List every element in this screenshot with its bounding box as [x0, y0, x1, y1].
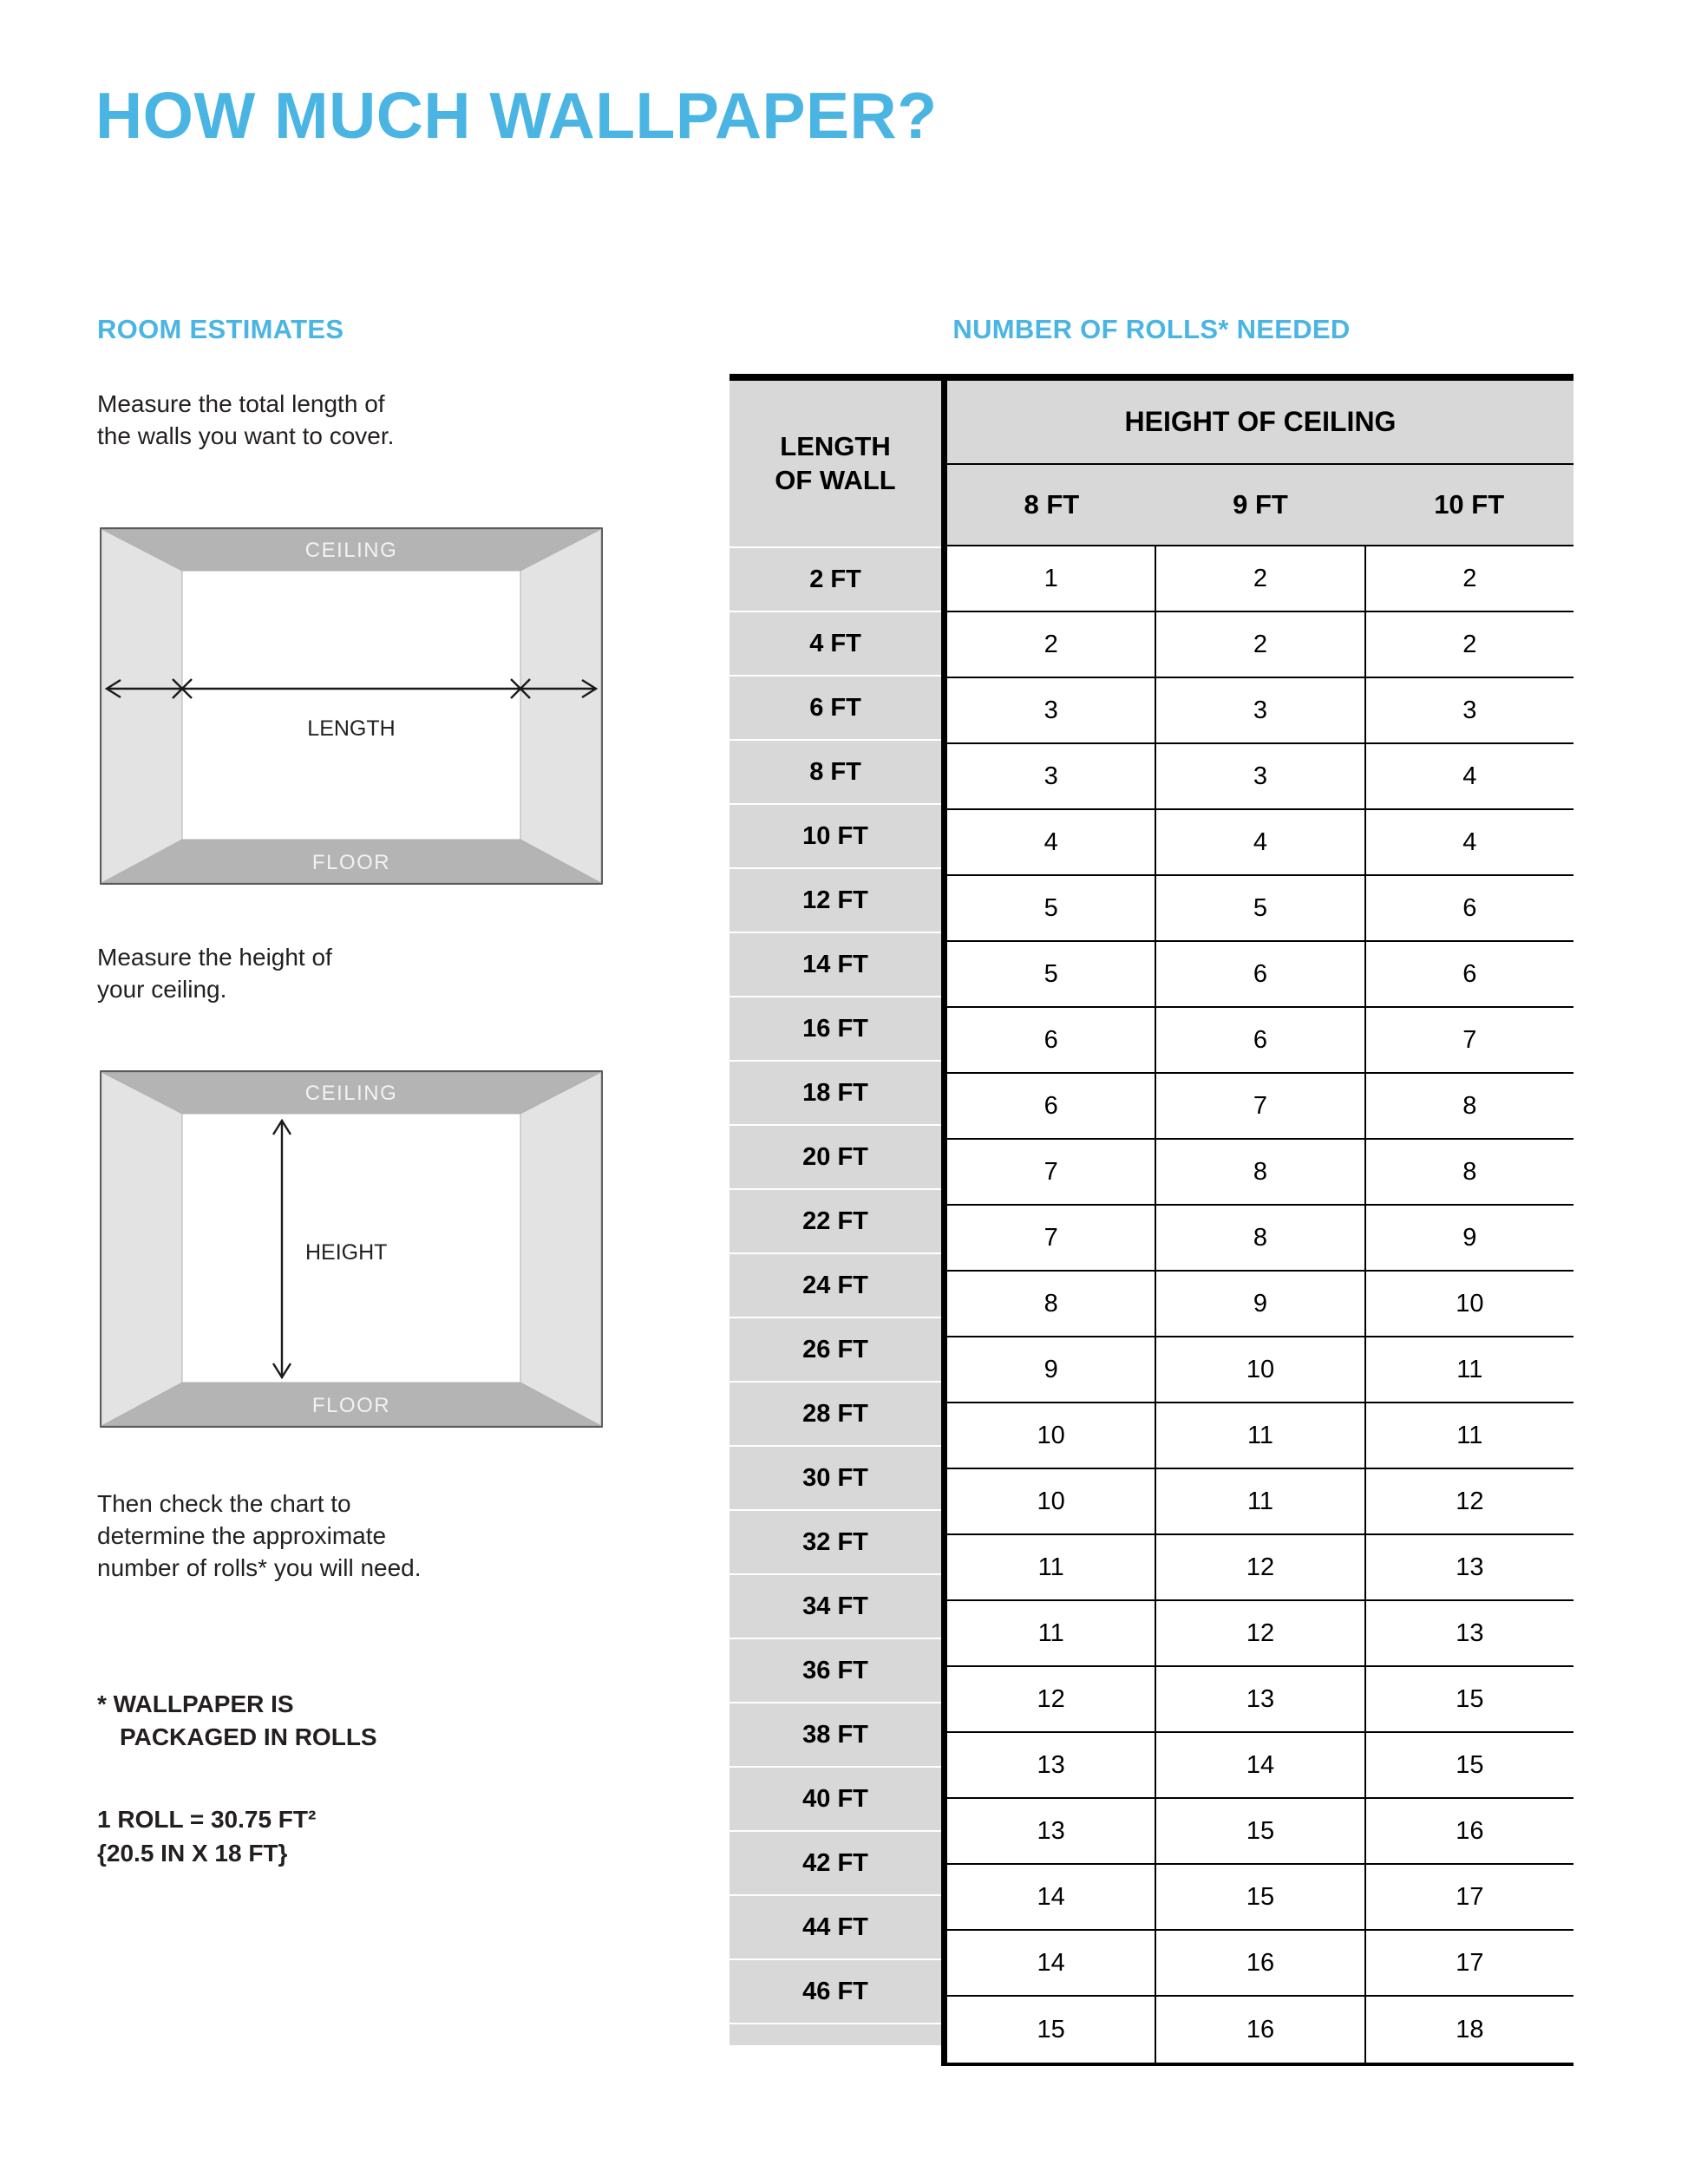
room-length-diagram-svg	[100, 527, 603, 885]
rolls-value: 16	[1155, 1931, 1364, 1995]
rolls-value: 15	[1364, 1667, 1574, 1731]
rolls-value: 11	[947, 1535, 1155, 1599]
instruction-measure-length	[97, 389, 394, 453]
instruction-line: Then check the chart to	[97, 1490, 351, 1517]
rolls-value: 12	[1155, 1535, 1364, 1599]
instruction-line: Measure the total length of	[97, 390, 385, 417]
rolls-value: 6	[1364, 876, 1574, 940]
right-wall	[520, 529, 601, 883]
table-row	[947, 1337, 1574, 1403]
rolls-value: 7	[947, 1206, 1155, 1270]
rolls-value: 11	[1155, 1403, 1364, 1468]
instruction-measure-height	[97, 942, 332, 1006]
table-row	[947, 612, 1574, 678]
table-row	[947, 810, 1574, 876]
wallpaper-rolls-note	[97, 1688, 377, 1754]
rolls-value: 12	[947, 1667, 1155, 1731]
rolls-value: 3	[1155, 744, 1364, 808]
wall-length-label: 24 FT	[730, 1254, 941, 1318]
rolls-value: 8	[1364, 1140, 1574, 1204]
rolls-value: 9	[1155, 1272, 1364, 1336]
wall-length-label: 26 FT	[730, 1318, 941, 1383]
rolls-value: 15	[947, 1997, 1155, 2063]
table-row	[947, 942, 1574, 1008]
rolls-value: 14	[947, 1931, 1155, 1995]
wall-length-label: 2 FT	[730, 548, 941, 612]
rolls-value: 17	[1364, 1931, 1574, 1995]
wall-length-label: 42 FT	[730, 1832, 941, 1896]
rolls-value: 8	[1364, 1074, 1574, 1138]
room-height-diagram-svg	[100, 1070, 603, 1428]
roll-size-line: {20.5 IN X 18 FT}	[97, 1840, 288, 1867]
wall-length-label: 28 FT	[730, 1383, 941, 1447]
rolls-value: 4	[947, 810, 1155, 874]
rolls-value: 15	[1364, 1733, 1574, 1797]
rolls-value: 13	[1364, 1601, 1574, 1665]
length-of-wall-header-line: LENGTH	[780, 430, 891, 461]
rolls-value: 14	[947, 1865, 1155, 1929]
table-row	[947, 1997, 1574, 2063]
rolls-value: 8	[947, 1272, 1155, 1336]
column-header-8ft: 8 FT	[1024, 489, 1080, 520]
wall-length-label: 44 FT	[730, 1896, 941, 1960]
wall-length-label: 12 FT	[730, 869, 941, 933]
rolls-value: 13	[1155, 1667, 1364, 1731]
rolls-value: 2	[1155, 612, 1364, 677]
rolls-value: 3	[947, 744, 1155, 808]
ceiling-height-subheader	[947, 465, 1574, 546]
note-line: * WALLPAPER IS	[97, 1690, 294, 1717]
row-labels	[730, 548, 941, 2024]
table-row	[947, 876, 1574, 942]
instruction-line: your ceiling.	[97, 975, 227, 1003]
rolls-value: 16	[1364, 1799, 1574, 1863]
table-row	[947, 1865, 1574, 1931]
wall-length-label: 20 FT	[730, 1126, 941, 1190]
rolls-value: 3	[1155, 678, 1364, 742]
rolls-value: 2	[947, 612, 1155, 677]
column-stub	[730, 2024, 941, 2045]
table-row	[947, 1140, 1574, 1206]
rolls-value: 2	[1364, 612, 1574, 677]
room-height-diagram	[100, 1070, 603, 1428]
rolls-value: 8	[1155, 1206, 1364, 1270]
rolls-value: 17	[1364, 1865, 1574, 1929]
rolls-value: 13	[947, 1799, 1155, 1863]
rolls-data-area	[941, 381, 1574, 2066]
rolls-value: 18	[1364, 1997, 1574, 2063]
rolls-value: 6	[1155, 1008, 1364, 1072]
rolls-value: 12	[1155, 1601, 1364, 1665]
rolls-value: 12	[1364, 1469, 1574, 1533]
height-arrow-label: HEIGHT	[305, 1240, 388, 1265]
table-row	[947, 678, 1574, 744]
rolls-value: 4	[1364, 744, 1574, 808]
rolls-value: 10	[1364, 1272, 1574, 1336]
rolls-value: 4	[1155, 810, 1364, 874]
ceiling-label: CEILING	[304, 1082, 398, 1105]
roll-size-line: 1 ROLL = 30.75 FT²	[97, 1806, 317, 1833]
column-header-10ft: 10 FT	[1434, 489, 1505, 520]
wall-length-label: 4 FT	[730, 612, 941, 677]
left-wall	[101, 1072, 182, 1426]
rolls-value: 10	[1155, 1337, 1364, 1402]
table-row	[947, 1008, 1574, 1074]
left-wall	[101, 529, 182, 883]
wall-length-label: 36 FT	[730, 1639, 941, 1703]
rolls-value: 7	[1155, 1074, 1364, 1138]
room-length-diagram	[100, 527, 603, 885]
rolls-value: 11	[947, 1601, 1155, 1665]
table-row	[947, 744, 1574, 810]
rolls-value: 16	[1155, 1997, 1364, 2063]
wall-length-label: 32 FT	[730, 1511, 941, 1575]
wall-length-label: 30 FT	[730, 1447, 941, 1511]
rolls-value: 5	[947, 876, 1155, 940]
instruction-line: number of rolls* you will need.	[97, 1553, 422, 1581]
table-row	[947, 1403, 1574, 1469]
table-row	[947, 1733, 1574, 1799]
wall-length-label: 46 FT	[730, 1960, 941, 2024]
wall-length-label: 10 FT	[730, 805, 941, 869]
length-arrow-label: LENGTH	[307, 716, 396, 741]
rolls-value: 13	[1364, 1535, 1574, 1599]
rolls-value: 6	[947, 1008, 1155, 1072]
table-row	[947, 1206, 1574, 1272]
page-title: HOW MUCH WALLPAPER?	[95, 79, 938, 152]
instruction-line: determine the approximate	[97, 1521, 387, 1549]
roll-size-info	[97, 1802, 316, 1870]
rolls-value: 7	[1364, 1008, 1574, 1072]
rolls-value: 11	[1364, 1403, 1574, 1468]
rolls-value: 1	[947, 546, 1155, 611]
rolls-value: 5	[1155, 876, 1364, 940]
rolls-value: 10	[947, 1403, 1155, 1468]
instruction-line: Measure the height of	[97, 944, 332, 971]
table-row	[947, 1601, 1574, 1667]
wall-length-label: 14 FT	[730, 933, 941, 997]
rolls-value: 6	[947, 1074, 1155, 1138]
table-row	[947, 1667, 1574, 1733]
table-row	[947, 1469, 1574, 1535]
column-header-9ft: 9 FT	[1233, 489, 1288, 520]
rolls-value: 15	[1155, 1865, 1364, 1929]
rolls-value: 2	[1155, 546, 1364, 611]
wall-length-label: 34 FT	[730, 1575, 941, 1639]
table-row	[947, 1535, 1574, 1601]
wall-length-label: 16 FT	[730, 997, 941, 1062]
rolls-value: 3	[947, 678, 1155, 742]
floor-label: FLOOR	[311, 851, 391, 874]
rolls-needed-heading: NUMBER OF ROLLS* NEEDED	[952, 314, 1351, 344]
instruction-line: the walls you want to cover.	[97, 422, 395, 449]
wall-length-label: 18 FT	[730, 1062, 941, 1126]
length-of-wall-column	[730, 381, 941, 2066]
length-of-wall-header-line: OF WALL	[775, 464, 896, 495]
rolls-value: 2	[1364, 546, 1574, 611]
rolls-value: 8	[1155, 1140, 1364, 1204]
rolls-value: 9	[1364, 1206, 1574, 1270]
wall-length-label: 38 FT	[730, 1703, 941, 1768]
right-wall	[520, 1072, 601, 1426]
table-row	[947, 1074, 1574, 1140]
rolls-value: 15	[1155, 1799, 1364, 1863]
wall-length-label: 6 FT	[730, 677, 941, 741]
table-row	[947, 546, 1574, 612]
room-estimates-heading: ROOM ESTIMATES	[97, 314, 344, 344]
data-rows	[947, 546, 1574, 2063]
instruction-check-chart	[97, 1488, 422, 1585]
rolls-table	[730, 374, 1574, 2066]
ceiling-label: CEILING	[304, 539, 398, 562]
wall-length-label: 8 FT	[730, 741, 941, 805]
note-line: PACKAGED IN ROLLS	[120, 1723, 377, 1750]
rolls-value: 6	[1364, 942, 1574, 1006]
rolls-value: 11	[1155, 1469, 1364, 1533]
rolls-value: 7	[947, 1140, 1155, 1204]
wall-length-label: 40 FT	[730, 1768, 941, 1832]
rolls-value: 3	[1364, 678, 1574, 742]
height-of-ceiling-header: HEIGHT OF CEILING	[947, 381, 1574, 465]
rolls-value: 11	[1364, 1337, 1574, 1402]
back-wall	[182, 571, 520, 840]
length-of-wall-header	[730, 381, 941, 548]
rolls-value: 13	[947, 1733, 1155, 1797]
table-row	[947, 1272, 1574, 1337]
rolls-value: 4	[1364, 810, 1574, 874]
rolls-value: 10	[947, 1469, 1155, 1533]
table-row	[947, 1799, 1574, 1865]
rolls-value: 6	[1155, 942, 1364, 1006]
wall-length-label: 22 FT	[730, 1190, 941, 1254]
rolls-value: 5	[947, 942, 1155, 1006]
floor-label: FLOOR	[311, 1394, 391, 1417]
rolls-value: 14	[1155, 1733, 1364, 1797]
rolls-value: 9	[947, 1337, 1155, 1402]
table-row	[947, 1931, 1574, 1997]
